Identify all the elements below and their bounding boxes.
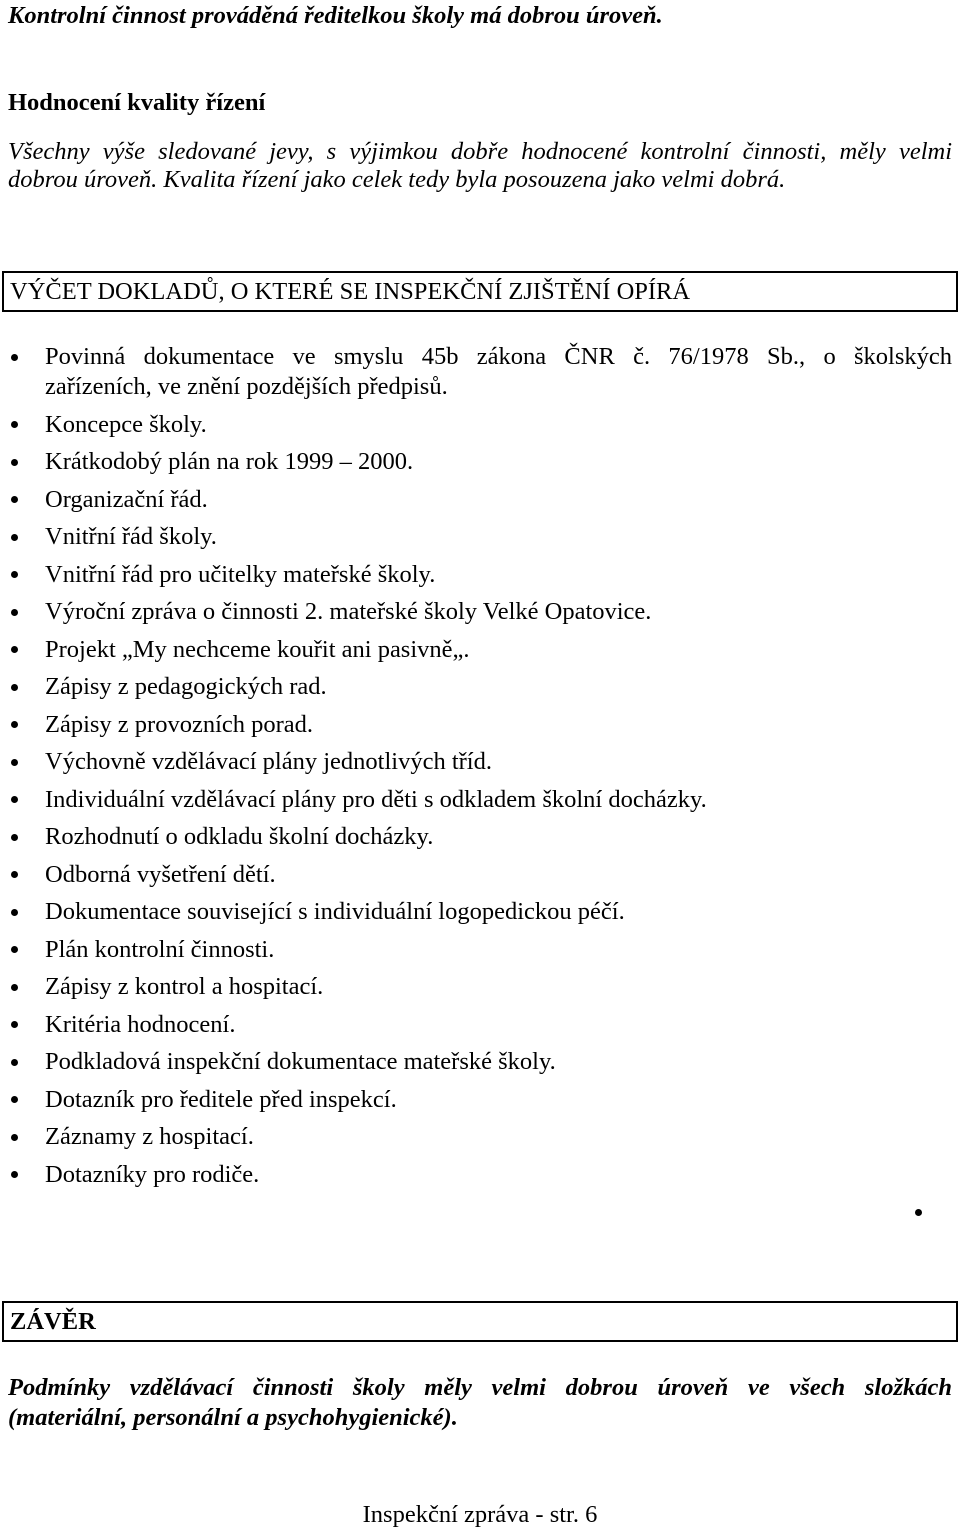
list-item-text: Povinná dokumentace ve smyslu 45b zákona ČNR č. 76/1978 Sb., o školských [45, 343, 952, 370]
bullet-icon [11, 1134, 18, 1141]
bullet-icon [11, 534, 18, 541]
paragraph-line: Podmínky vzdělávací činnosti školy měly velmi dobrou úroveň ve všech složkách [8, 1374, 952, 1401]
bullet-icon [11, 354, 18, 361]
bullet-icon [11, 684, 18, 691]
bullet-icon [11, 459, 18, 466]
documents-list [45, 342, 952, 1197]
list-item [45, 822, 952, 852]
list-item-text: Dotazník pro ředitele před inspekcí. [45, 1085, 397, 1113]
bullet-icon [11, 1021, 18, 1028]
list-item [45, 1122, 952, 1152]
list-item-text: Krátkodobý plán na rok 1999 – 2000. [45, 448, 414, 475]
list-item [45, 1085, 952, 1115]
bullet-icon [11, 421, 18, 428]
list-item-text: Vnitřní řád pro učitelky mateřské školy. [45, 560, 436, 588]
bullet-icon [11, 646, 18, 653]
bullet-icon [11, 571, 18, 578]
control-statement: Kontrolní činnost prováděná ředitelkou školy má dobrou úroveň. [8, 2, 663, 29]
list-item-text: Vnitřní řád školy. [45, 523, 217, 550]
list-item-text: Záznamy z hospitací. [45, 1123, 254, 1150]
list-item [45, 1010, 952, 1040]
list-item [45, 935, 952, 965]
list-item [45, 635, 952, 665]
bullet-icon [11, 1171, 18, 1178]
list-item-text: Organizační řád. [45, 485, 208, 513]
documents-section-heading [2, 271, 958, 312]
list-item-text: Výchovně vzdělávací plány jednotlivých tříd. [45, 748, 492, 775]
bullet-icon [11, 796, 18, 803]
page-footer: Inspekční zpráva - str. 6 [362, 1501, 598, 1528]
list-item-text: Individuální vzdělávací plány pro děti s odkladem školní docházky. [45, 785, 707, 813]
paragraph-line: dobrou úroveň. Kvalita řízení jako celek tedy byla posouzena jako velmi dobrá. [8, 166, 786, 193]
list-item [45, 1160, 952, 1190]
list-item [45, 342, 952, 402]
management-quality-heading: Hodnocení kvality řízení [8, 89, 266, 116]
list-item [45, 710, 952, 740]
list-item [45, 785, 952, 815]
bullet-icon [11, 1096, 18, 1103]
list-item-text: Odborná vyšetření dětí. [45, 860, 276, 888]
list-item [45, 597, 952, 627]
list-item [45, 447, 952, 477]
list-item-text: Projekt „My nechceme kouřit ani pasivně„. [45, 635, 470, 663]
list-item-text: Plán kontrolní činnosti. [45, 935, 275, 963]
list-item [45, 972, 952, 1002]
list-item-text: Dotazníky pro rodiče. [45, 1160, 260, 1188]
bullet-icon [11, 496, 18, 503]
list-item-text: Podkladová inspekční dokumentace mateřské školy. [45, 1048, 556, 1075]
list-item [45, 747, 952, 777]
list-item-text: zařízeních, ve znění pozdějších předpisů. [45, 373, 448, 400]
paragraph-line: Všechny výše sledované jevy, s výjimkou dobře hodnocené kontrolní činnosti, měly velmi [8, 138, 952, 165]
bullet-icon [11, 609, 18, 616]
bullet-icon [11, 759, 18, 766]
management-quality-paragraph [8, 138, 952, 194]
conclusion-heading-text: ZÁVĚR [10, 1308, 96, 1335]
bullet-icon [11, 946, 18, 953]
list-item-text: Zápisy z provozních porad. [45, 710, 314, 738]
list-item [45, 672, 952, 702]
list-item-text: Rozhodnutí o odkladu školní docházky. [45, 823, 434, 850]
empty-bullet-icon [915, 1209, 922, 1216]
bullet-icon [11, 1059, 18, 1066]
list-item-text: Výroční zpráva o činnosti 2. mateřské školy Velké Opatovice. [45, 598, 652, 625]
list-item [45, 522, 952, 552]
bullet-icon [11, 871, 18, 878]
documents-heading-text: VÝČET DOKLADŮ, O KTERÉ SE INSPEKČNÍ ZJIŠTĚNÍ OPÍRÁ [10, 278, 691, 305]
conclusion-paragraph [8, 1373, 952, 1433]
list-item [45, 860, 952, 890]
list-item-text: Zápisy z kontrol a hospitací. [45, 973, 324, 1000]
list-item-text: Zápisy z pedagogických rad. [45, 673, 327, 700]
list-item [45, 410, 952, 440]
bullet-icon [11, 984, 18, 991]
list-item [45, 1047, 952, 1077]
bullet-icon [11, 721, 18, 728]
paragraph-line: (materiální, personální a psychohygienické). [8, 1404, 458, 1431]
conclusion-section-heading [2, 1301, 958, 1342]
list-item [45, 485, 952, 515]
list-item-text: Dokumentace související s individuální logopedickou péčí. [45, 898, 625, 925]
bullet-icon [11, 834, 18, 841]
list-item [45, 560, 952, 590]
list-item-text: Koncepce školy. [45, 410, 207, 438]
list-item [45, 897, 952, 927]
bullet-icon [11, 909, 18, 916]
list-item-text: Kritéria hodnocení. [45, 1010, 236, 1038]
